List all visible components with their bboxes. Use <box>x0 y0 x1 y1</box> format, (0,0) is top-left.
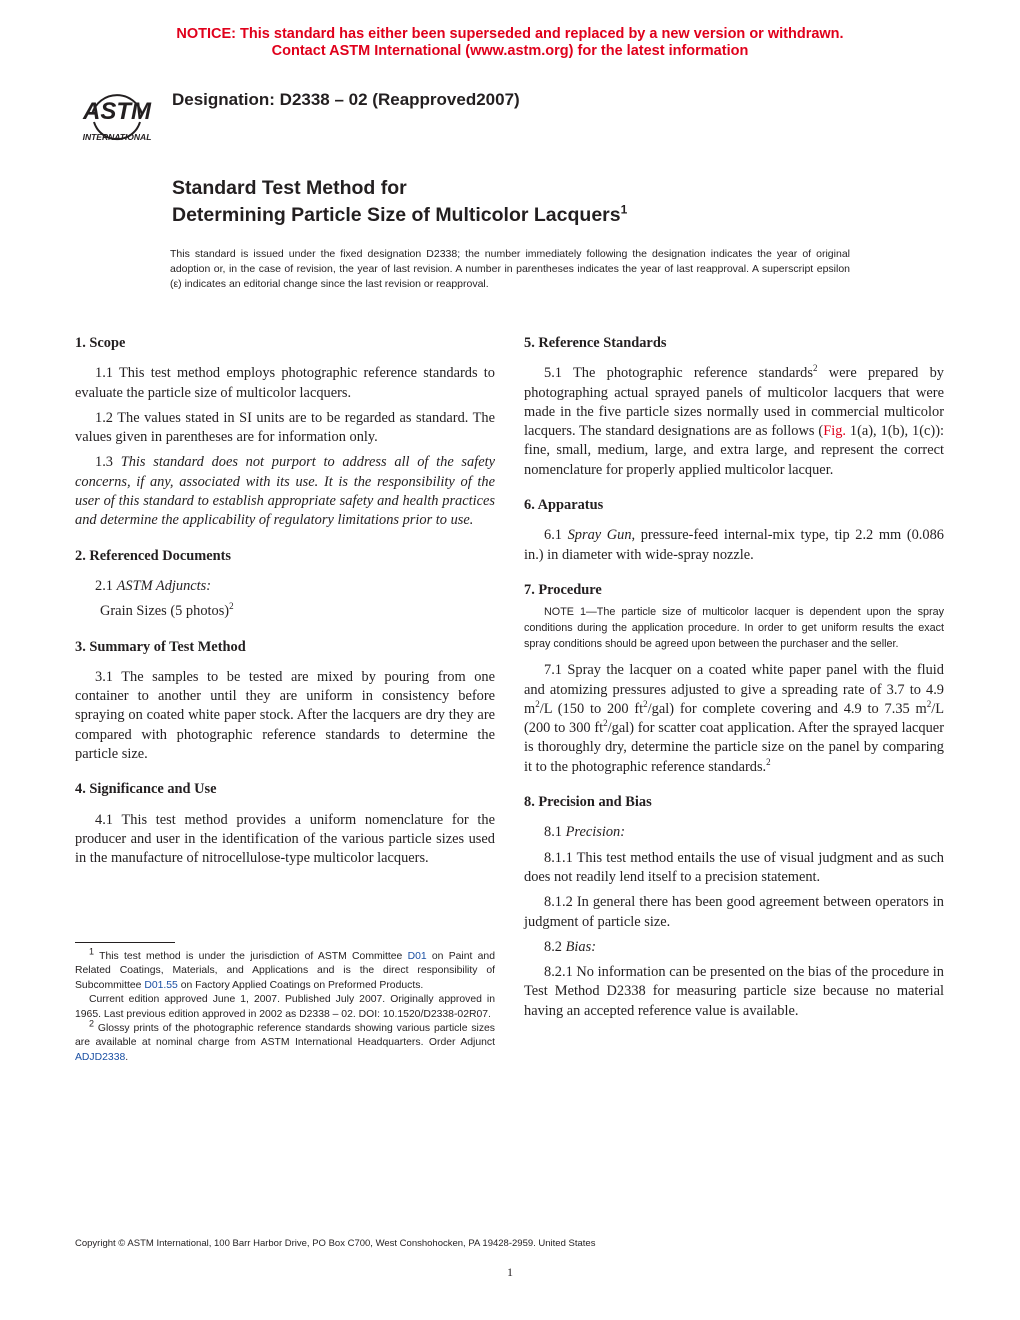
para-3-1: 3.1 The samples to be tested are mixed by pouring from one container to another until they are uniform in consistency before spraying on coated white paper stock. After the lacquers are dry they are compared with photographic reference standards to determine the particle size. <box>75 668 495 763</box>
para-7-1: 7.1 Spray the lacquer on a coated white paper panel with the fluid and atomizing pressures adjusted to give a spreading rate of 3.7 to 4.9 $m^2/L$ (150 to 200 $ft^2/gal$) for complete covering and 4.9 to 7.35 $m^2/L$ (200 to 300 $ft^2/gal$) for scatter coat application. After the sprayed lacquer is thoroughly dry, determine the particle size on the panel by comparing it to the photographic reference standards.$^2$ <box>524 662 945 775</box>
para-8-1: 8.1 Precision: <box>544 824 626 841</box>
para-8-1-1: 8.1.1 This test method entails the use of visual judgment and as such does not readily lend itself to a precision statement. <box>524 849 944 885</box>
notice-line-1: NOTICE: This standard has either been superseded and replaced by a new version or withdrawn. <box>176 26 844 42</box>
committee-link[interactable]: D01 <box>407 951 427 962</box>
significance-heading: 4. Significance and Use <box>75 781 217 798</box>
scope-heading: 1. Scope <box>75 335 126 351</box>
figure-link[interactable]: Fig. <box>823 423 846 440</box>
para-8-2-1: 8.2.1 No information can be presented on the bias of the procedure in Test Method D2338 for measuring particle size because no material having an accepted reference value is available. <box>524 964 944 1019</box>
section-scope <box>75 334 495 531</box>
refdocs-heading: 2. Referenced Documents <box>75 547 231 564</box>
subcommittee-link[interactable]: D01.55 <box>144 979 178 991</box>
para-8-1-2: 8.1.2 In general there has been good agreement between operators in judgment of particle size. <box>524 894 944 930</box>
footnote-2: $^2$ Glossy prints of the photographic reference standards showing various particle sizes are available at nominal charge from ASTM International Headquarters. Order Adjunct ADJD2338. <box>75 1018 495 1063</box>
adjunct-link[interactable]: ADJD2338 <box>75 1051 126 1063</box>
left-column <box>75 334 495 885</box>
adjunct-item: Grain Sizes (5 photos)$^2$ <box>100 601 234 620</box>
section-referenced-documents <box>75 547 495 622</box>
note-1: NOTE 1—The particle size of multicolor lacquer is dependent upon the spray conditions during the application procedure. In order to get uniform results the exact spray conditions should be agreed upon between the purchaser and the seller. <box>524 606 944 651</box>
para-5-1: 5.1 The photographic reference standards$^2$ were prepared by photographing actual sprayed panels of multicolor lacquers that were made in the five particle sizes normally used in commercial multicolor lacquers. The standard designations are as follows (Fig. 1(a), 1(b), 1(c)): fine, small, medium, large, and extra large, and represent the correct nomenclature for properly applied multicolor lacquer. <box>524 363 944 478</box>
section-reference-standards <box>524 334 944 480</box>
page-number: 1 <box>507 1265 513 1279</box>
footnote-1: $^1$ This test method is under the jurisdiction of ASTM Committee D01 on Paint and Related Coatings, Materials, and Applications and is the direct responsibility of Subcommittee D01.55 on Factory Applied Coatings on Preformed Products. <box>75 946 495 991</box>
designation: Designation: D2338 – 02 (Reapproved2007) <box>172 90 520 109</box>
section-apparatus <box>524 496 944 565</box>
copyright: Copyright © ASTM International, 100 Barr Harbor Drive, PO Box C700, West Conshohocken, PA 19428-2959. United States <box>75 1238 596 1249</box>
title-line-1: Standard Test Method for <box>172 177 407 199</box>
refstd-heading: 5. Reference Standards <box>524 335 667 351</box>
para-1-3: 1.3 This standard does not purport to address all of the safety concerns, if any, associated with its use. It is the responsibility of the user of this standard to establish appropriate safety and health practices and determine the applicability of regulatory limitations prior to use. <box>75 454 495 529</box>
footnote-divider <box>75 942 175 943</box>
para-2-1: 2.1 ASTM Adjuncts: <box>95 577 212 594</box>
notice-line-2: Contact ASTM International (www.astm.org) for the latest information <box>271 43 749 59</box>
right-column <box>524 334 944 1037</box>
astm-logo <box>72 74 162 144</box>
logo-caption: INTERNATIONAL <box>82 132 152 142</box>
apparatus-heading: 6. Apparatus <box>524 497 604 514</box>
logo-letters: ASTM <box>83 98 151 125</box>
section-procedure <box>524 581 944 777</box>
footnotes <box>75 946 495 1065</box>
para-1-2: 1.2 The values stated in SI units are to be regarded as standard. The values given in parentheses are for information only. <box>75 409 495 446</box>
para-8-2: 8.2 Bias: <box>544 938 596 955</box>
withdrawal-notice <box>0 26 1020 60</box>
precision-heading: 8. Precision and Bias <box>524 794 652 811</box>
section-summary <box>75 638 495 765</box>
title-line-2: Determining Particle Size of Multicolor Lacquers$^1$ <box>172 202 628 226</box>
document-title <box>172 175 627 229</box>
title-footnote-ref[interactable]: 1 <box>620 202 628 217</box>
section-precision-bias <box>524 793 944 1021</box>
issuance-note: This standard is issued under the fixed designation D2338; the number immediately following the designation indicates the year of original adoption or, in the case of revision, the year of last revision. A number in parentheses indicates the year of last reapproval. A superscript epsilon (ε) indicates an editorial change since the last revision or reapproval. <box>170 248 850 290</box>
para-4-1: 4.1 This test method provides a uniform nomenclature for the producer and user in the identification of the various particle sizes used in the manufacture of nitrocellulose-type multicolor lacquers. <box>75 811 495 867</box>
section-significance <box>75 780 495 868</box>
procedure-heading: 7. Procedure <box>524 581 602 598</box>
footnote-edition: Current edition approved June 1, 2007. Published July 2007. Originally approved in 1965. Last previous edition approved in 2002 as D2338 – 02. DOI: 10.1520/D2338-02R07. <box>75 994 495 1020</box>
para-1-1: 1.1 This test method employs photographic reference standards to evaluate the particle size of multicolor lacquers. <box>75 365 495 401</box>
summary-heading: 3. Summary of Test Method <box>75 638 246 655</box>
para-6-1: 6.1 Spray Gun, pressure-feed internal-mix type, tip 2.2 mm (0.086 in.) in diameter with wide-spray nozzle. <box>524 527 944 563</box>
